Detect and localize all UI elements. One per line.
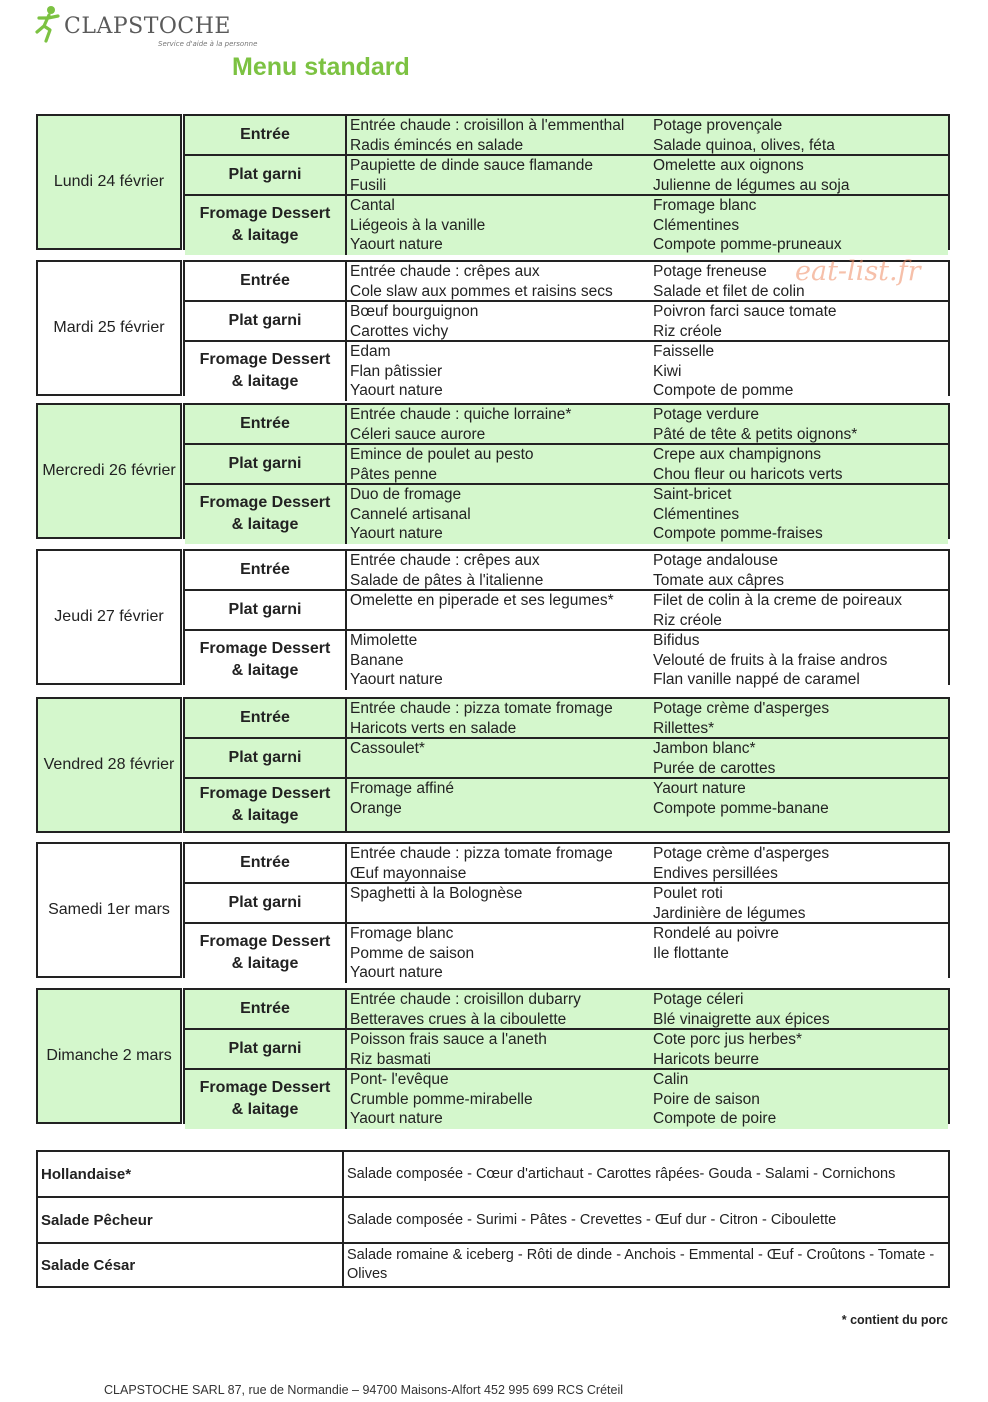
salad-description: Salade romaine & iceberg - Rôti de dinde - Anchois - Emmental - Œuf - Croûtons - Tomate - Olives	[347, 1247, 935, 1282]
dish-item: Riz créole	[653, 611, 722, 629]
course-category-label: & laitage	[231, 373, 299, 391]
dish-item: Yaourt nature	[350, 382, 443, 399]
dish-item: Spaghetti à la Bolognèse	[350, 885, 523, 902]
day-block	[36, 842, 950, 981]
dish-column-a	[347, 405, 650, 443]
salad-row	[38, 1152, 948, 1198]
dish-item: Jardinière de légumes	[653, 904, 806, 922]
course-category-label: Entrée	[240, 126, 290, 143]
salad-name: Salade César	[38, 1244, 344, 1286]
dish-item: Pâté de tête & petits oignons*	[653, 425, 858, 443]
course-category-label: Plat garni	[228, 1040, 302, 1057]
dish-item: Velouté de fruits à la fraise andros	[653, 651, 888, 669]
dish-item: Haricots verts en salade	[350, 719, 517, 737]
watermark: eat-list.fr	[795, 256, 921, 287]
dish-item: Poire de saison	[653, 1090, 760, 1108]
course-category-label: & laitage	[231, 662, 299, 680]
dish-item: Clémentines	[653, 216, 740, 234]
dish-item: Yaourt nature	[350, 525, 443, 542]
course-category-label: Plat garni	[228, 601, 302, 618]
day-courses	[183, 403, 950, 542]
dish-item: Duo de fromage	[350, 486, 462, 503]
salad-description: Salade composée - Cœur d'artichaut - Carottes râpées- Gouda - Salami - Cornichons	[347, 1165, 896, 1182]
dish-column-b	[650, 302, 948, 340]
dish-item: Entrée chaude : crêpes aux	[350, 263, 540, 280]
day-label: Lundi 24 février	[36, 114, 182, 250]
dish-item: Bœuf bourguignon	[350, 303, 479, 320]
running-figure-logo-icon	[34, 4, 64, 44]
dish-item: Poulet roti	[653, 885, 723, 902]
dish-column-b	[650, 485, 948, 544]
dish-column-b	[650, 739, 948, 777]
course-category	[185, 156, 347, 194]
dish-item: Compote de poire	[653, 1110, 777, 1127]
dish-item: Fromage blanc	[653, 197, 757, 214]
dish-item: Filet de colin à la creme de poireaux	[653, 592, 902, 609]
dish-column-a	[347, 1070, 650, 1129]
course-category-label: Plat garni	[228, 455, 302, 472]
course-category	[185, 779, 347, 831]
dish-item: Œuf mayonnaise	[350, 864, 467, 882]
day-block	[36, 403, 950, 542]
course-row-entree	[185, 990, 948, 1030]
dish-item: Rillettes*	[653, 719, 715, 737]
dish-item: Kiwi	[653, 362, 682, 380]
dish-item: Entrée chaude : pizza tomate fromage	[350, 700, 613, 717]
dish-column-b	[650, 779, 948, 831]
dish-item: Compote de pomme	[653, 382, 794, 399]
course-row-plat	[185, 445, 948, 485]
dish-column-b	[650, 924, 948, 983]
course-category-label: Plat garni	[228, 166, 302, 183]
dish-item: Banane	[350, 651, 404, 669]
dish-item: Emince de poulet au pesto	[350, 446, 534, 463]
course-category-label: Fromage Dessert	[199, 785, 331, 802]
dish-column-b	[650, 884, 948, 922]
course-category-label: Entrée	[240, 1000, 290, 1017]
dish-column-b	[650, 631, 948, 690]
dish-column-b	[650, 844, 948, 882]
dish-column-a	[347, 1030, 650, 1068]
dish-item: Tomate aux câpres	[653, 571, 784, 589]
dish-column-b	[650, 990, 948, 1028]
dish-item: Chou fleur ou haricots verts	[653, 465, 843, 483]
dish-item: Potage crème d'asperges	[653, 845, 830, 862]
dish-item: Poivron farci sauce tomate	[653, 303, 837, 320]
dish-item: Salade quinoa, olives, féta	[653, 136, 835, 154]
salad-name: Hollandaise*	[38, 1152, 344, 1196]
salad-row	[38, 1198, 948, 1244]
dish-column-a	[347, 924, 650, 983]
day-label: Mardi 25 février	[36, 260, 182, 396]
course-row-fromage	[185, 342, 948, 401]
course-row-plat	[185, 302, 948, 342]
course-row-plat	[185, 156, 948, 196]
dish-item: Salade de pâtes à l'italienne	[350, 571, 544, 589]
course-category-label: Entrée	[240, 854, 290, 871]
brand-logo	[34, 2, 258, 48]
dish-item: Cantal	[350, 197, 395, 214]
dish-column-a	[347, 990, 650, 1028]
dish-item: Potage crème d'asperges	[653, 700, 830, 717]
course-category	[185, 631, 347, 690]
course-category-label: Fromage Dessert	[199, 933, 331, 951]
course-category-label: Fromage Dessert	[199, 640, 331, 658]
dish-item: Entrée chaude : croisillon à l'emmenthal	[350, 117, 625, 134]
dish-item: Bifidus	[653, 632, 700, 649]
day-label: Jeudi 27 février	[36, 549, 182, 685]
dish-column-a	[347, 196, 650, 255]
course-category	[185, 445, 347, 483]
dish-item: Rondelé au poivre	[653, 925, 779, 942]
pork-note: * contient du porc	[841, 1313, 948, 1327]
course-category-label: Entrée	[240, 561, 290, 578]
course-row-fromage	[185, 631, 948, 690]
course-category-label: & laitage	[231, 1101, 299, 1119]
dish-item: Pâtes penne	[350, 465, 438, 483]
course-category	[185, 405, 347, 443]
brand-tagline: Service d'aide à la personne	[158, 40, 258, 48]
dish-item: Purée de carottes	[653, 759, 776, 777]
course-category-label: Fromage Dessert	[199, 351, 331, 369]
course-row-fromage	[185, 779, 948, 831]
course-category	[185, 699, 347, 737]
day-courses	[183, 988, 950, 1127]
dish-item: Pont- l'evêque	[350, 1071, 449, 1088]
dish-item: Yaourt nature	[350, 1110, 443, 1127]
dish-column-b	[650, 699, 948, 737]
course-row-entree	[185, 699, 948, 739]
dish-item: Clémentines	[653, 505, 740, 523]
salad-row	[38, 1244, 948, 1286]
dish-item: Compote pomme-banane	[653, 799, 829, 817]
course-row-plat	[185, 591, 948, 631]
dish-column-a	[347, 551, 650, 589]
dish-item: Salade et filet de colin	[653, 282, 805, 300]
dish-item: Ile flottante	[653, 944, 729, 962]
dish-column-b	[650, 116, 948, 154]
dish-item: Saint-bricet	[653, 486, 732, 503]
course-row-fromage	[185, 196, 948, 255]
dish-item: Crumble pomme-mirabelle	[350, 1090, 533, 1108]
course-category	[185, 739, 347, 777]
brand-name: CLAPSTOCHE	[64, 14, 231, 39]
dish-item: Faisselle	[653, 343, 715, 360]
day-block	[36, 988, 950, 1127]
dish-column-a	[347, 342, 650, 401]
salads-table	[36, 1150, 950, 1288]
dish-item: Flan vanille nappé de caramel	[653, 671, 860, 688]
dish-column-b	[650, 591, 948, 629]
course-category-label: Fromage Dessert	[199, 205, 331, 223]
dish-item: Fromage blanc	[350, 925, 454, 942]
day-label: Samedi 1er mars	[36, 842, 182, 978]
course-category-label: Plat garni	[228, 894, 302, 911]
dish-item: Liégeois à la vanille	[350, 216, 486, 234]
dish-item: Julienne de légumes au soja	[653, 176, 850, 194]
course-row-entree	[185, 405, 948, 445]
course-category-label: Entrée	[240, 709, 290, 726]
day-block	[36, 697, 950, 833]
dish-column-a	[347, 445, 650, 483]
dish-column-a	[347, 844, 650, 882]
dish-item: Carottes vichy	[350, 322, 449, 340]
dish-item: Riz créole	[653, 322, 722, 340]
dish-item: Pomme de saison	[350, 944, 475, 962]
dish-column-a	[347, 591, 650, 629]
dish-item: Omelette aux oignons	[653, 157, 804, 174]
dish-item: Entrée chaude : pizza tomate fromage	[350, 845, 613, 862]
day-label: Dimanche 2 mars	[36, 988, 182, 1124]
dish-item: Radis émincés en salade	[350, 136, 524, 154]
dish-item: Haricots beurre	[653, 1050, 759, 1068]
dish-column-a	[347, 779, 650, 831]
course-category	[185, 116, 347, 154]
course-category-label: Fromage Dessert	[199, 1079, 331, 1097]
dish-column-a	[347, 116, 650, 154]
dish-column-b	[650, 551, 948, 589]
dish-column-b	[650, 405, 948, 443]
day-block	[36, 549, 950, 688]
course-category-label: Entrée	[240, 415, 290, 432]
dish-item: Endives persillées	[653, 864, 778, 882]
dish-item: Entrée chaude : croisillon dubarry	[350, 991, 581, 1008]
course-category-label: & laitage	[231, 955, 299, 973]
dish-item: Cannelé artisanal	[350, 505, 471, 523]
course-category-label: Plat garni	[228, 749, 302, 766]
course-category	[185, 844, 347, 882]
dish-column-b	[650, 1070, 948, 1129]
dish-column-a	[347, 156, 650, 194]
course-category	[185, 302, 347, 340]
course-category	[185, 551, 347, 589]
page-title: Menu standard	[232, 53, 410, 81]
dish-item: Yaourt nature	[350, 964, 443, 981]
course-category-label: Entrée	[240, 272, 290, 289]
course-category	[185, 342, 347, 401]
dish-item: Cassoulet*	[350, 740, 425, 757]
course-category	[185, 924, 347, 983]
dish-item: Cote porc jus herbes*	[653, 1031, 803, 1048]
course-category	[185, 591, 347, 629]
dish-item: Yaourt nature	[653, 780, 746, 797]
course-row-fromage	[185, 924, 948, 983]
dish-item: Potage provençale	[653, 117, 783, 134]
dish-item: Edam	[350, 343, 391, 360]
dish-item: Céleri sauce aurore	[350, 425, 486, 443]
dish-item: Fromage affiné	[350, 780, 454, 797]
dish-column-a	[347, 302, 650, 340]
dish-item: Cole slaw aux pommes et raisins secs	[350, 282, 613, 300]
dish-item: Blé vinaigrette aux épices	[653, 1010, 830, 1028]
course-row-fromage	[185, 485, 948, 544]
dish-item: Mimolette	[350, 632, 418, 649]
course-row-entree	[185, 116, 948, 156]
dish-item: Betteraves crues à la ciboulette	[350, 1010, 567, 1028]
dish-column-b	[650, 1030, 948, 1068]
course-row-plat	[185, 884, 948, 924]
course-category	[185, 884, 347, 922]
dish-item: Jambon blanc*	[653, 740, 756, 757]
dish-item: Potage andalouse	[653, 552, 778, 569]
dish-item: Potage céleri	[653, 991, 744, 1008]
dish-item: Orange	[350, 799, 402, 817]
dish-item: Calin	[653, 1071, 689, 1088]
course-row-plat	[185, 1030, 948, 1070]
dish-item: Potage freneuse	[653, 263, 767, 280]
dish-column-a	[347, 739, 650, 777]
course-row-plat	[185, 739, 948, 779]
course-category	[185, 1030, 347, 1068]
salad-description: Salade composée - Surimi - Pâtes - Crevettes - Œuf dur - Citron - Ciboulette	[347, 1211, 837, 1228]
course-category-label: & laitage	[231, 516, 299, 534]
dish-column-b	[650, 156, 948, 194]
day-courses	[183, 549, 950, 688]
dish-item: Compote pomme-fraises	[653, 525, 823, 542]
dish-item: Crepe aux champignons	[653, 446, 822, 463]
dish-item: Riz basmati	[350, 1050, 431, 1068]
dish-item: Paupiette de dinde sauce flamande	[350, 157, 594, 174]
day-courses	[183, 697, 950, 833]
course-category-label: & laitage	[231, 227, 299, 245]
dish-column-a	[347, 262, 650, 300]
day-courses	[183, 842, 950, 981]
course-category	[185, 196, 347, 255]
dish-item: Yaourt nature	[350, 236, 443, 253]
dish-column-a	[347, 485, 650, 544]
course-category	[185, 1070, 347, 1129]
dish-item: Potage verdure	[653, 406, 759, 423]
dish-column-a	[347, 631, 650, 690]
course-row-fromage	[185, 1070, 948, 1129]
course-category-label: Fromage Dessert	[199, 494, 331, 512]
day-label: Mercredi 26 février	[36, 403, 182, 539]
dish-column-b	[650, 196, 948, 255]
dish-column-b	[650, 342, 948, 401]
dish-item: Entrée chaude : crêpes aux	[350, 552, 540, 569]
dish-column-b	[650, 445, 948, 483]
course-category	[185, 990, 347, 1028]
course-category-label: Plat garni	[228, 312, 302, 329]
course-category-label: & laitage	[231, 807, 299, 824]
day-label: Vendred 28 février	[36, 697, 182, 833]
dish-item: Poisson frais sauce a l'aneth	[350, 1031, 547, 1048]
dish-column-a	[347, 884, 650, 922]
dish-item: Flan pâtissier	[350, 362, 443, 380]
footer-address: CLAPSTOCHE SARL 87, rue de Normandie – 94700 Maisons-Alfort 452 995 699 RCS Créteil	[104, 1383, 624, 1397]
dish-item: Fusili	[350, 176, 387, 194]
dish-item: Omelette en piperade et ses legumes*	[350, 592, 614, 609]
course-row-entree	[185, 551, 948, 591]
salad-name: Salade Pêcheur	[38, 1198, 344, 1242]
dish-item: Yaourt nature	[350, 671, 443, 688]
course-category	[185, 485, 347, 544]
day-block	[36, 114, 950, 253]
dish-item: Entrée chaude : quiche lorraine*	[350, 406, 572, 423]
dish-item: Compote pomme-pruneaux	[653, 236, 842, 253]
course-row-entree	[185, 844, 948, 884]
course-category	[185, 262, 347, 300]
dish-column-a	[347, 699, 650, 737]
day-courses	[183, 114, 950, 253]
